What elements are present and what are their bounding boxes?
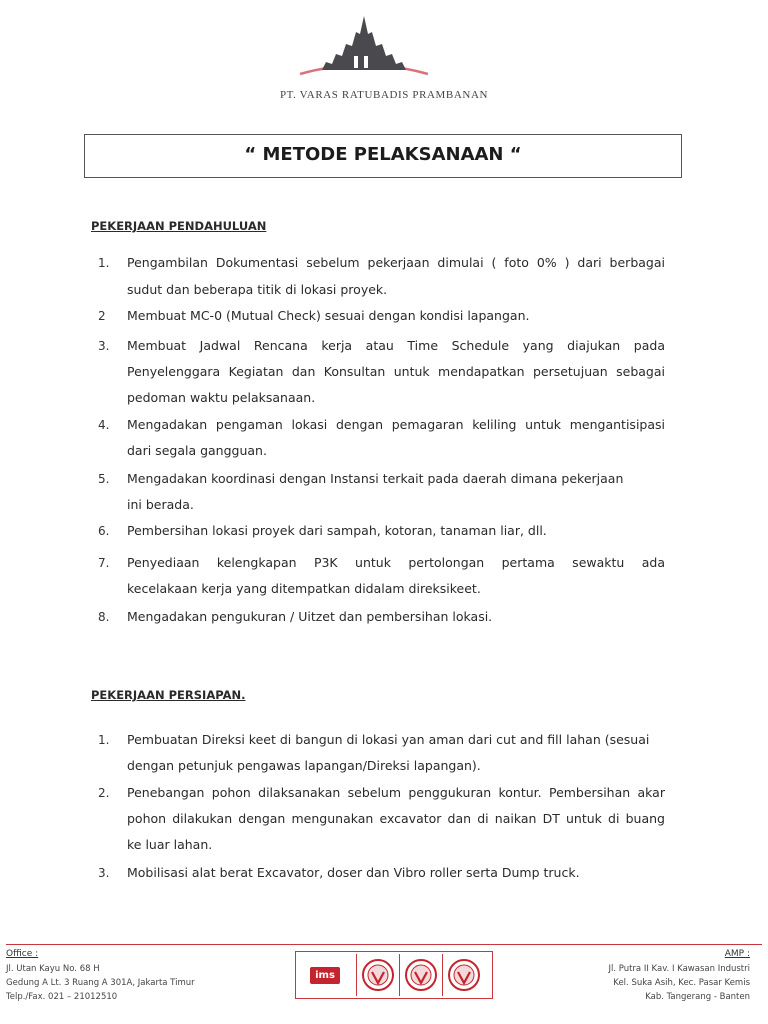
list-item-text: Penebangan pohon dilaksanakan sebelum penggukuran kontur. Pembersihan akar [127,785,665,800]
list-item-text: Mobilisasi alat berat Excavator, doser dan Vibro roller serta Dump truck. [127,865,580,880]
list-item-text: Pembersihan lokasi proyek dari sampah, kotoran, tanaman liar, dll. [127,523,547,538]
footer-divider [6,944,762,945]
list-item-text: Mengadakan pengukuran / Uitzet dan pembersihan lokasi. [127,609,493,624]
certification-badges [295,951,493,999]
list-item-number: 8. [98,610,110,624]
list-item-number: 3. [98,866,110,880]
amp-address-line: Jl. Putra II Kav. I Kawasan Industri [608,964,750,974]
page-title: “ METODE PELAKSANAAN “ [244,144,522,165]
amp-address-line: Kab. Tangerang - Banten [645,992,750,1002]
list-item-number: 5. [98,472,110,486]
list-item-text: pedoman waktu pelaksanaan. [127,390,316,405]
list-item-number: 6. [98,524,110,538]
list-item-number: 3. [98,339,110,353]
list-item-text: Penyediaan kelengkapan P3K untuk pertolongan pertama sewaktu ada [127,555,665,570]
office-address-line: Jl. Utan Kayu No. 68 H [6,964,100,974]
ims-logo-icon [298,954,352,996]
list-item-text: Penyelenggara Kegiatan dan Konsultan untuk mendapatkan persetujuan sebagai [127,364,665,379]
list-item-text: ini berada. [127,497,194,512]
list-item-text: pohon dilakukan dengan mengunakan excavator dan di naikan DT untuk di buang [127,811,665,826]
list-item-text: sudut dan beberapa titik di lokasi proyek. [127,282,388,297]
company-name: PT. VARAS RATUBADIS PRAMBANAN [279,89,489,101]
list-item-text: Membuat Jadwal Rencana kerja atau Time Schedule yang diajukan pada [127,338,665,353]
ims-label: ims [310,967,340,984]
list-item-number: 1. [98,256,110,270]
section-heading: PEKERJAAN PERSIAPAN. [91,688,246,702]
list-item-text: dari segala gangguan. [127,443,267,458]
list-item-text: kecelakaan kerja yang ditempatkan didalam direksikeet. [127,581,481,596]
list-item-text: Pembuatan Direksi keet di bangun di lokasi yan aman dari cut and fill lahan (sesuai [127,732,650,747]
list-item-number: 2 [98,309,106,323]
office-phone: Telp./Fax. 021 – 21012510 [6,992,118,1002]
list-item-text: Mengadakan koordinasi dengan Instansi terkait pada daerah dimana pekerjaan [127,471,624,486]
office-address-line: Gedung A Lt. 3 Ruang A 301A, Jakarta Timur [6,978,195,988]
list-item-text: ke luar lahan. [127,837,213,852]
list-item-text: Membuat MC-0 (Mutual Check) sesuai dengan kondisi lapangan. [127,308,530,323]
list-item-text: Mengadakan pengaman lokasi dengan pemagaran keliling untuk mengantisipasi [127,417,665,432]
iso-seal-icon [356,954,399,996]
list-item-number: 1. [98,733,110,747]
iso-seal-icon [442,954,485,996]
iso-seal-icon [399,954,442,996]
amp-address-line: Kel. Suka Asih, Kec. Pasar Kemis [613,978,750,988]
list-item-text: Pengambilan Dokumentasi sebelum pekerjaan dimulai ( foto 0% ) dari berbagai [127,255,665,270]
temple-logo-icon [292,12,436,84]
amp-label: AMP : [724,949,750,959]
title-box [84,134,682,178]
office-label: Office : [6,949,39,959]
list-item-number: 4. [98,418,110,432]
list-item-number: 2. [98,786,110,800]
list-item-text: dengan petunjuk pengawas lapangan/Direksi lapangan). [127,758,481,773]
list-item-number: 7. [98,556,110,570]
section-heading: PEKERJAAN PENDAHULUAN [91,219,267,233]
